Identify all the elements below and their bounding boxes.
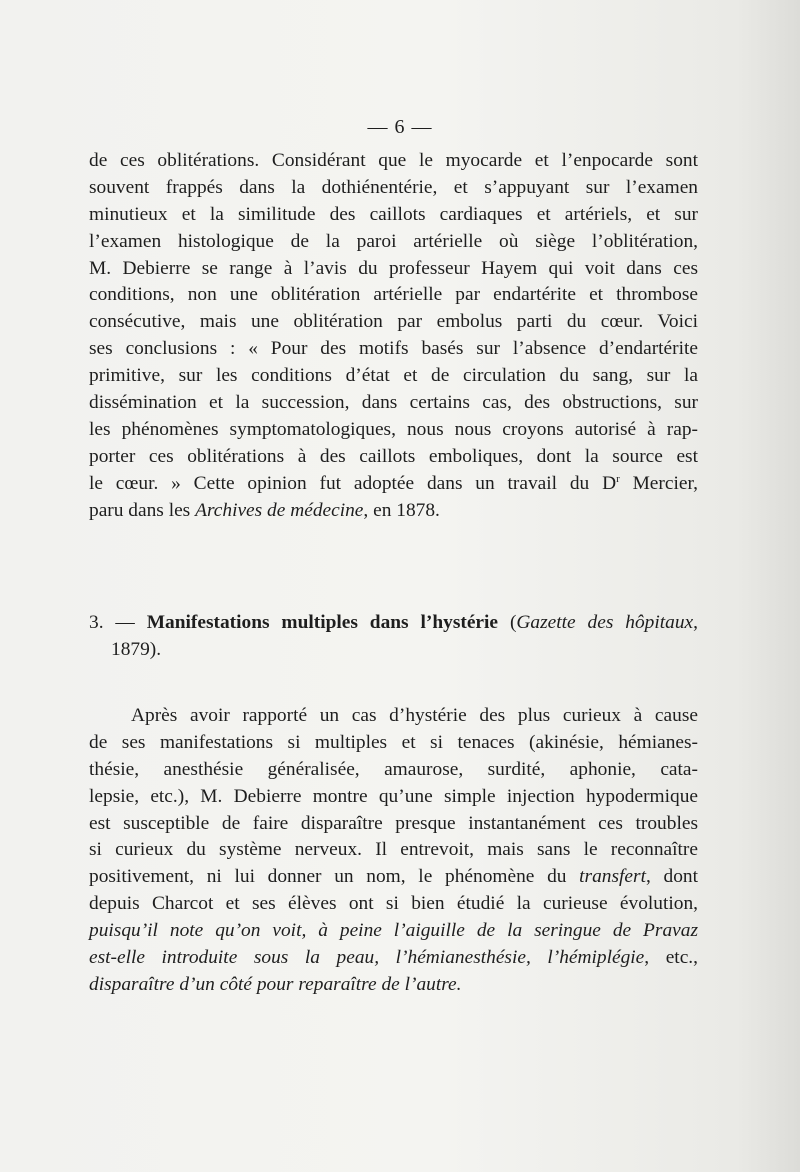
text-run: Mercier, [619, 472, 698, 494]
section-heading [89, 610, 698, 664]
text-line: si curieux du système nerveux. Il entrevoit, mais sans le reconnaître [89, 839, 698, 861]
text-line [89, 972, 698, 999]
text-line: consécutive, mais une oblitération par embolus parti du cœur. Voici [89, 311, 698, 333]
quotation: disparaître d’un côté pour reparaître de l’autre. [89, 973, 462, 995]
section-number: 3. — [89, 612, 147, 633]
text-run: , en 1878. [363, 499, 440, 521]
text-line: souvent frappés dans la dothiénentérie, et s’appuyant sur l’examen [89, 176, 698, 198]
text-line: conditions, non une oblitération artérielle par endartérite et thrombose [89, 284, 698, 306]
paragraph-hysteria [89, 703, 698, 999]
text-line: M. Debierre se range à l’avis du professeur Hayem qui voit dans ces [89, 257, 698, 279]
text-line: primitive, sur les conditions d’état et de circulation du sang, sur la [89, 365, 698, 387]
heading-line [89, 610, 698, 637]
text-line [89, 864, 698, 891]
text-line [89, 945, 698, 972]
paragraph-embolism-conclusions [89, 148, 698, 524]
text-line: est susceptible de faire disparaître presque instantanément ces troubles [89, 812, 698, 834]
quotation: est-elle introduite sous la peau, [89, 947, 396, 969]
text-line [89, 918, 698, 945]
text-line [89, 471, 698, 498]
text-run: , etc., [644, 947, 698, 969]
text-line: dissémination et la succession, dans certains cas, des obstructions, sur [89, 392, 698, 414]
text-line: depuis Charcot et ses élèves ont si bien étudié la curieuse évolution, [89, 893, 698, 915]
text-line: de ses manifestations si multiples et si tenaces (akinésie, hémianes- [89, 731, 698, 753]
heading-line: 1879). [111, 638, 162, 660]
text-line: ses conclusions : « Pour des motifs basés sur l’absence d’endartérite [89, 338, 698, 360]
text-line: les phénomènes symptomatologiques, nous nous croyons autorisé à rap- [89, 418, 698, 440]
text-run: positivement, ni lui donner un nom, le phénomène du [89, 866, 580, 888]
section-source: Gazette des hôpitaux [516, 612, 694, 633]
text-line: de ces oblitérations. Considérant que le myocarde et l’enpocarde sont [89, 150, 698, 171]
quotation-emphasis: l’hémianesthésie [395, 947, 526, 969]
text-run: paru dans les [89, 499, 196, 521]
text-line: lepsie, etc.), M. Debierre montre qu’une simple injection hypodermique [89, 785, 698, 807]
quotation: , [525, 947, 548, 969]
section-title: Manifestations multiples dans l’hystérie [146, 612, 499, 633]
text-line [89, 498, 698, 525]
text-run: ( [498, 612, 517, 633]
text-run: , [693, 612, 698, 633]
superscript: r [616, 472, 620, 485]
page-number: — 6 — [367, 116, 433, 138]
text-run: , dont [645, 866, 699, 888]
text-run: le cœur. » Cette opinion fut adoptée dans un travail du D [89, 472, 617, 494]
text-line: thésie, anesthésie généralisée, amaurose, surdité, aphonie, cata- [89, 758, 698, 780]
text-line: porter ces oblitérations à des caillots emboliques, dont la source est [89, 445, 698, 467]
emphasis: transfert [579, 866, 646, 888]
quotation-emphasis: l’hémiplégie [547, 947, 645, 969]
quotation: puisqu’il note qu’on voit, à peine l’aiguille de la seringue de Pravaz [89, 920, 698, 942]
text-line: Après avoir rapporté un cas d’hystérie des plus curieux à cause [131, 705, 698, 726]
text-line: l’examen histologique de la paroi artérielle où siège l’oblitération, [89, 230, 698, 252]
journal-title: Archives de médecine [195, 499, 364, 521]
text-line: minutieux et la similitude des caillots cardiaques et artériels, et sur [89, 203, 698, 225]
